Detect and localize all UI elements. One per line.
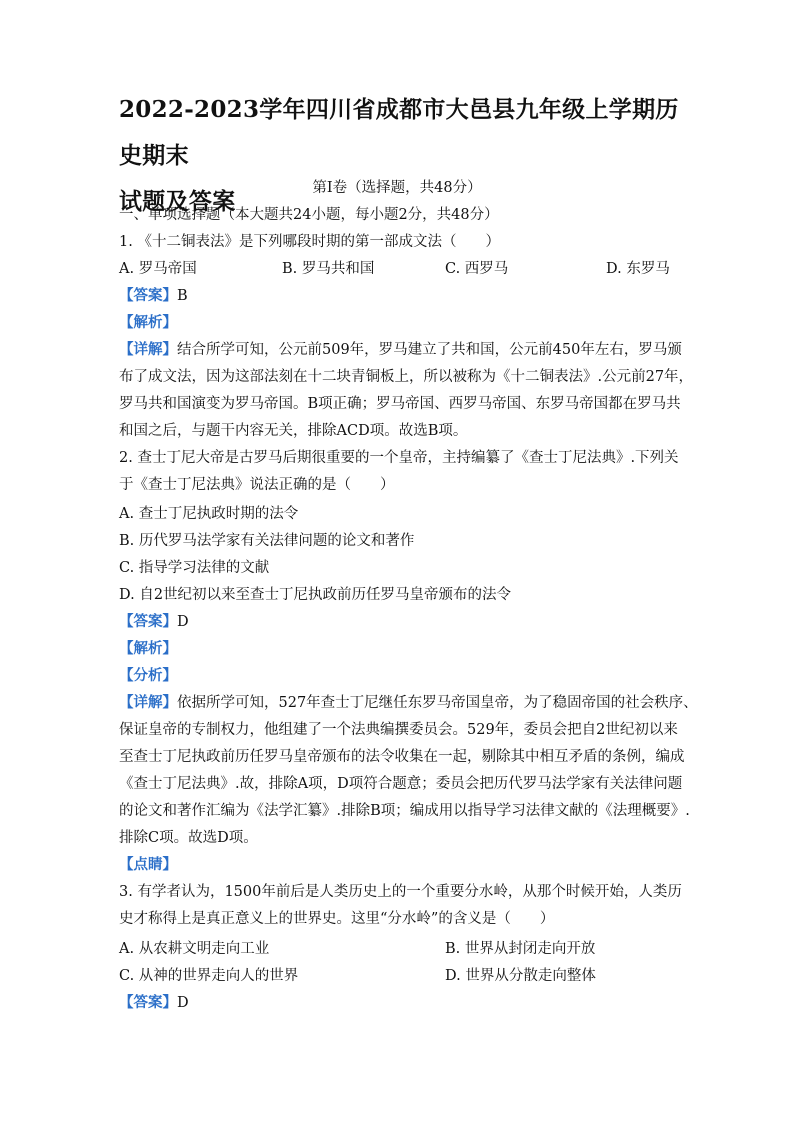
q3-stem: 史才称得上是真正意义上的世界史。这里“分水岭”的含义是（ ） (119, 911, 555, 927)
answer-tag: 【答案】 (119, 994, 177, 1011)
q1-detail-text: 结合所学可知，公元前509年，罗马建立了共和国，公元前450年左右，罗马颁 (177, 342, 682, 358)
detail-tag: 【详解】 (119, 341, 177, 358)
q1-option-c: C. 西罗马 (445, 261, 509, 277)
q3-option-a: A. 从农耕文明走向工业 (119, 941, 270, 957)
fenxi-tag: 【分析】 (119, 667, 177, 684)
q2-fenxi-line (119, 666, 675, 686)
answer-tag: 【答案】 (119, 613, 177, 630)
q3-answer-line (119, 993, 675, 1013)
q2-detail-text: 保证皇帝的专制权力，他组建了一个法典编撰委员会。529年，委员会把自2世纪初以来 (119, 722, 678, 738)
q2-detail-text: 依据所学可知，527年查士丁尼继任东罗马帝国皇帝，为了稳固帝国的社会秩序、 (177, 695, 698, 711)
q1-detail-text: 和国之后，与题干内容无关，排除ACD项。故选B项。 (119, 423, 468, 439)
q3-stem: 3. 有学者认为，1500年前后是人类历史上的一个重要分水岭，从那个时候开始，人类历 (119, 884, 682, 900)
q2-dianjing-line (119, 855, 675, 875)
q2-option-b: B. 历代罗马法学家有关法律问题的论文和著作 (119, 533, 415, 549)
q1-detail-line (119, 340, 682, 360)
q2-detail-text: 《查士丁尼法典》.故，排除A项，D项符合题意；委员会把历代罗马法学家有关法律问题 (119, 776, 683, 792)
q1-stem: 1. 《十二铜表法》是下列哪段时期的第一部成文法（ ） (119, 234, 500, 250)
q1-detail-text: 布了成文法，因为这部法刻在十二块青铜板上，所以被称为《十二铜表法》.公元前27年， (119, 369, 694, 385)
title-line-2: 试题及答案 (119, 188, 236, 215)
q3-option-d: D. 世界从分散走向整体 (445, 968, 596, 984)
q2-answer: D (177, 614, 189, 630)
detail-tag: 【详解】 (119, 694, 177, 711)
q2-stem: 2. 查士丁尼大帝是古罗马后期很重要的一个皇帝，主持编纂了《查士丁尼法典》.下列关 (119, 450, 679, 466)
section-header: 第Ⅰ卷（选择题，共48分） (312, 180, 482, 196)
q2-option-c: C. 指导学习法律的文献 (119, 560, 270, 576)
q1-option-d: D. 东罗马 (606, 261, 670, 277)
title-line-1: 2022-2023学年四川省成都市大邑县九年级上学期历史期末 (119, 96, 679, 169)
q2-detail-text: 至查士丁尼执政前历任罗马皇帝颁布的法令收集在一起，剔除其中相互矛盾的条例，编成 (119, 749, 685, 765)
q1-option-b: B. 罗马共和国 (282, 261, 375, 277)
q3-option-b: B. 世界从封闭走向开放 (445, 941, 596, 957)
q2-option-d: D. 自2世纪初以来至查士丁尼执政前历任罗马皇帝颁布的法令 (119, 587, 512, 603)
q2-option-a: A. 查士丁尼执政时期的法令 (119, 506, 299, 522)
q2-detail-text: 的论文和著作汇编为《法学汇纂》.排除B项；编成用以指导学习法律文献的《法理概要》. (119, 803, 690, 819)
q2-detail-text: 排除C项。故选D项。 (119, 830, 258, 846)
q2-stem: 于《查士丁尼法典》说法正确的是（ ） (119, 477, 395, 493)
q2-analysis-line (119, 639, 675, 659)
analysis-tag: 【解析】 (119, 314, 177, 331)
q1-answer-line (119, 286, 675, 306)
q2-answer-line (119, 612, 675, 632)
q1-analysis-line (119, 313, 675, 333)
q3-answer: D (177, 995, 189, 1011)
q2-detail-line (119, 693, 698, 713)
part-heading: 一、单项选择题（本大题共24小题，每小题2分，共48分） (119, 207, 499, 223)
q1-detail-text: 罗马共和国演变为罗马帝国。B项正确；罗马帝国、西罗马帝国、东罗马帝国都在罗马共 (119, 396, 681, 412)
q1-option-a: A. 罗马帝国 (119, 261, 197, 277)
dianjing-tag: 【点睛】 (119, 856, 177, 873)
analysis-tag: 【解析】 (119, 640, 177, 657)
q3-option-c: C. 从神的世界走向人的世界 (119, 968, 299, 984)
answer-tag: 【答案】 (119, 287, 177, 304)
q1-answer: B (177, 288, 188, 304)
